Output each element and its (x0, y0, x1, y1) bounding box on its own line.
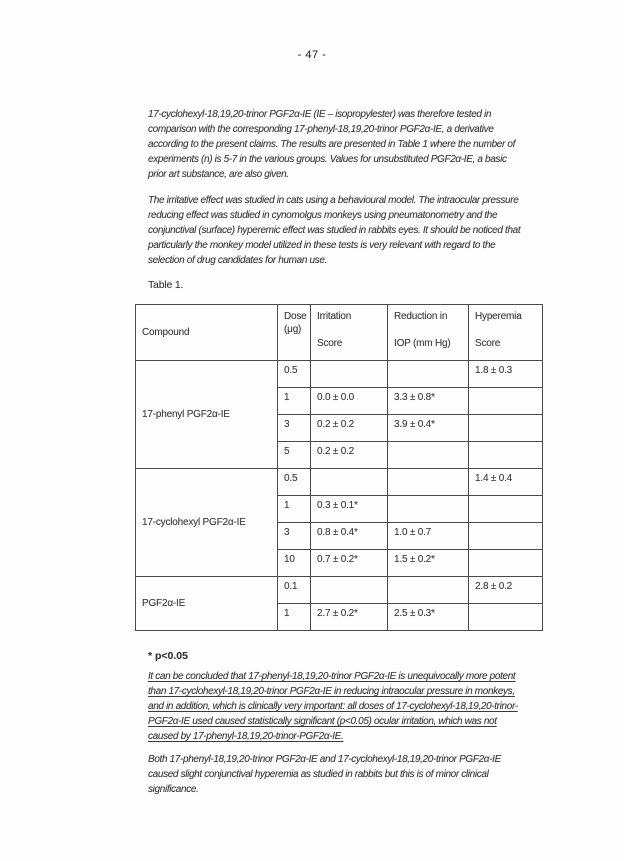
significance-footnote: * p<0.05 (148, 650, 188, 662)
col-header-iop-line1: Reduction in (394, 311, 448, 322)
hyperemia-score-value (469, 523, 543, 550)
col-header-dose (278, 305, 311, 361)
results-table (135, 304, 543, 631)
iop-reduction-value (388, 469, 469, 496)
paragraph-intro: 17-cyclohexyl-18,19,20-trinor PGF2α-IE (IE – isopropylester) was therefore tested in comparison with the corresponding 17-phenyl-18,19,20-trinor PGF2α-IE, a derivative according to the present claims. The results are presented in Table 1 where the number of experiments (n) is 5-7 in the various groups. Values for unsubstituted PGF2α-IE, a basic prior art substance, are also given. (148, 109, 516, 180)
dose-value: 5 (278, 442, 311, 469)
iop-reduction-value: 1.5 ± 0.2* (388, 550, 469, 577)
hyperemia-score-value (469, 442, 543, 469)
col-header-iop-reduction (388, 305, 469, 361)
irritation-score-value (311, 577, 388, 604)
col-header-iop-line2: IOP (mm Hg) (394, 338, 451, 349)
irritation-score-value: 0.7 ± 0.2* (311, 550, 388, 577)
col-header-irritation (311, 305, 388, 361)
iop-reduction-value (388, 577, 469, 604)
table-row (136, 577, 543, 604)
dose-value: 0.5 (278, 469, 311, 496)
dose-value: 1 (278, 496, 311, 523)
hyperemia-score-value (469, 604, 543, 631)
col-header-dose-line2: (μg) (284, 324, 302, 335)
col-header-hyperemia-line1: Hyperemia (475, 311, 522, 322)
table-header-row (136, 305, 543, 361)
dose-value: 0.1 (278, 577, 311, 604)
iop-reduction-value: 3.3 ± 0.8* (388, 388, 469, 415)
compound-name: PGF2α-IE (136, 577, 278, 631)
page-content (142, 107, 524, 797)
dose-value: 0.5 (278, 361, 311, 388)
col-header-irritation-line1: Irritation (317, 311, 352, 322)
irritation-score-value: 2.7 ± 0.2* (311, 604, 388, 631)
dose-value: 10 (278, 550, 311, 577)
irritation-score-value: 0.2 ± 0.2 (311, 442, 388, 469)
irritation-score-value: 0.2 ± 0.2 (311, 415, 388, 442)
iop-reduction-value: 3.9 ± 0.4* (388, 415, 469, 442)
table-row (136, 361, 543, 388)
paragraph-conclusion: It can be concluded that 17-phenyl-18,19,20-trinor PGF2α-IE is unequivocally more potent than 17-cyclohexyl-18,19,20-trinor PGF2α-IE in reducing intraocular pressure in monkeys, and in addition, which is clinically very important: all doses of 17-cyclohexyl-18,19,20-trinor-PGF2α-IE used caused statistically significant (p<0.05) ocular irritation, which was not caused by 17-phenyl-18,19,20-trinor-PGF2α-IE. (148, 671, 518, 742)
hyperemia-score-value: 1.8 ± 0.3 (469, 361, 543, 388)
irritation-score-value (311, 361, 388, 388)
compound-name: 17-cyclohexyl PGF2α-IE (136, 469, 278, 577)
iop-reduction-value: 2.5 ± 0.3* (388, 604, 469, 631)
dose-value: 3 (278, 523, 311, 550)
hyperemia-score-value: 2.8 ± 0.2 (469, 577, 543, 604)
irritation-score-value: 0.3 ± 0.1* (311, 496, 388, 523)
col-header-hyperemia-line2: Score (475, 338, 501, 349)
col-header-compound-label: Compound (142, 327, 190, 338)
table-caption: Table 1. (148, 279, 184, 291)
page-number: - 47 - (297, 49, 327, 61)
col-header-irritation-line2: Score (317, 338, 343, 349)
col-header-compound (136, 305, 278, 361)
compound-name: 17-phenyl PGF2α-IE (136, 361, 278, 469)
irritation-score-value (311, 469, 388, 496)
iop-reduction-value (388, 361, 469, 388)
hyperemia-score-value (469, 550, 543, 577)
iop-reduction-value: 1.0 ± 0.7 (388, 523, 469, 550)
hyperemia-score-value (469, 496, 543, 523)
dose-value: 1 (278, 604, 311, 631)
table-row (136, 469, 543, 496)
col-header-hyperemia (469, 305, 543, 361)
hyperemia-score-value: 1.4 ± 0.4 (469, 469, 543, 496)
dose-value: 3 (278, 415, 311, 442)
col-header-dose-line1: Dose (284, 311, 307, 322)
paragraph-hyperemia-note: Both 17-phenyl-18,19,20-trinor PGF2α-IE and 17-cyclohexyl-18,19,20-trinor PGF2α-IE caused slight conjunctival hyperemia as studied in rabbits but this is of minor clinical significance. (148, 754, 501, 795)
irritation-score-value: 0.0 ± 0.0 (311, 388, 388, 415)
hyperemia-score-value (469, 388, 543, 415)
hyperemia-score-value (469, 415, 543, 442)
irritation-score-value: 0.8 ± 0.4* (311, 523, 388, 550)
iop-reduction-value (388, 442, 469, 469)
iop-reduction-value (388, 496, 469, 523)
paragraph-methods: The irritative effect was studied in cats using a behavioural model. The intraocular pressure reducing effect was studied in cynomolgus monkeys using pneumatonometry and the conjunctival (surface) hyperemic effect was studied in rabbits eyes. It should be noticed that particularly the monkey model utilized in these tests is very relevant with regard to the selection of drug candidates for human use. (148, 195, 521, 266)
dose-value: 1 (278, 388, 311, 415)
